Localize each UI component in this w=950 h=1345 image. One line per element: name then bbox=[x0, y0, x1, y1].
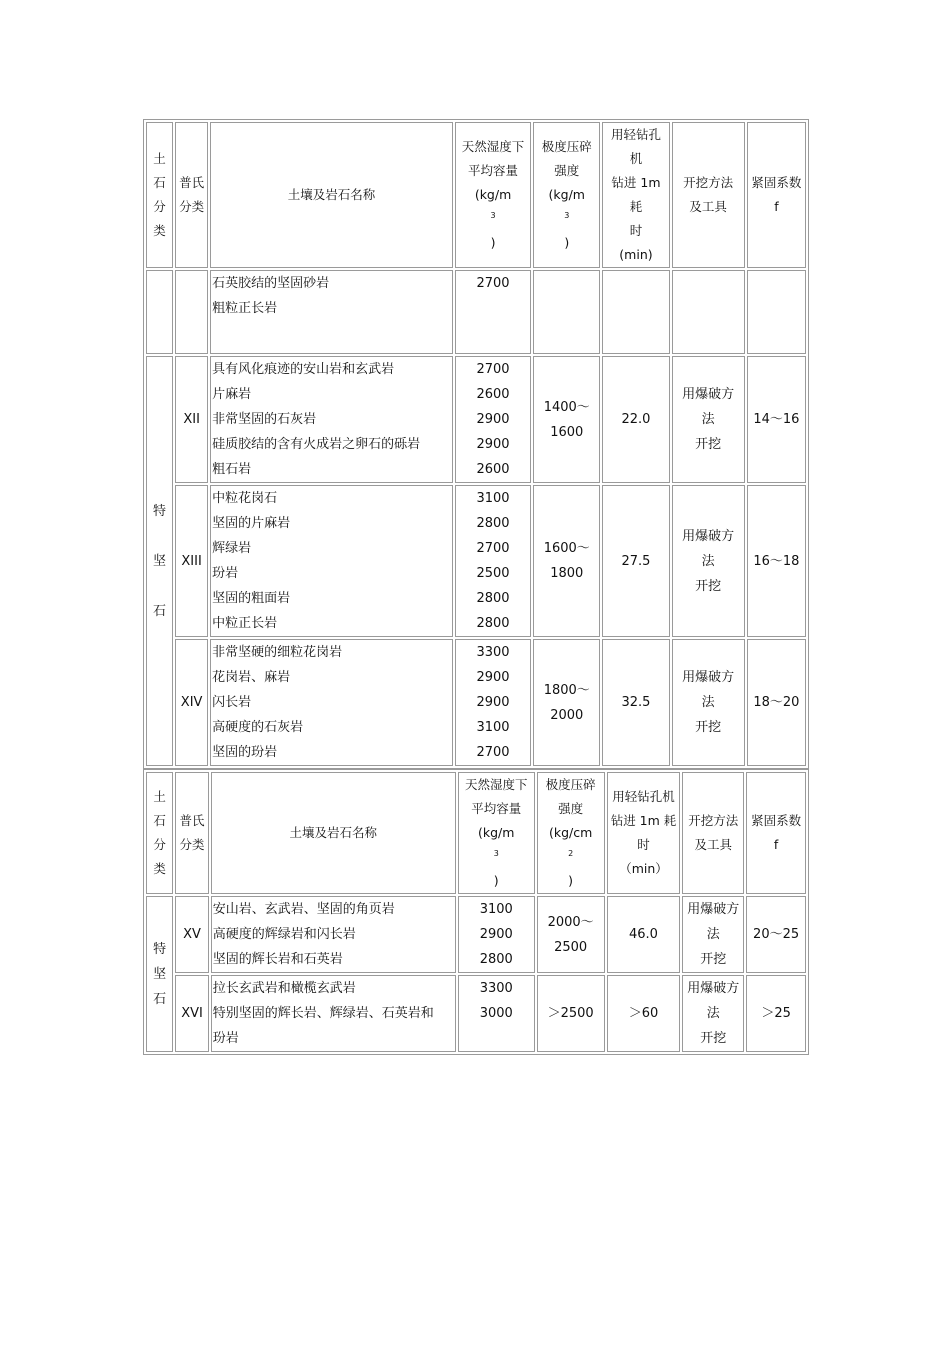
rock-names: 非常坚硬的细粒花岗岩 花岗岩、麻岩 闪长岩 高硬度的石灰岩 坚固的玢岩 bbox=[210, 639, 453, 766]
rock-names: 石英胶结的坚固砂岩 粗粒正长岩 bbox=[210, 270, 453, 354]
strength-value: 1600～1800 bbox=[533, 485, 600, 637]
densities: 2700 bbox=[455, 270, 531, 354]
name-header: 土壤及岩石名称 bbox=[210, 122, 453, 268]
density-header: 天然湿度下 平均容量 (kg/m $^3$ ) bbox=[455, 122, 531, 268]
grade-label: XIII bbox=[175, 485, 208, 637]
rock-names: 安山岩、玄武岩、坚固的角页岩 高硬度的辉绿岩和闪长岩 坚固的辉长岩和石英岩 bbox=[211, 896, 456, 973]
method-value: 用爆破方 法 开挖 bbox=[672, 485, 745, 637]
drill-time-value: 32.5 bbox=[602, 639, 669, 766]
strength-header: 极度压碎 强度 (kg/m $^3$ ) bbox=[533, 122, 600, 268]
coefficient-value: ＞25 bbox=[746, 975, 806, 1052]
strength-header: 极度压碎 强度 (kg/cm $^2$ ) bbox=[537, 772, 605, 894]
coefficient-value: 14～16 bbox=[747, 356, 806, 483]
method-value: 用爆破方 法 开挖 bbox=[672, 356, 745, 483]
coefficient-cell-empty bbox=[747, 270, 806, 354]
table-row bbox=[146, 896, 806, 973]
table-row bbox=[146, 485, 806, 637]
method-header: 开挖方法 及工具 bbox=[682, 772, 744, 894]
document-sheet bbox=[144, 120, 808, 1054]
drill-time-value: ＞60 bbox=[607, 975, 681, 1052]
method-header: 开挖方法 及工具 bbox=[672, 122, 745, 268]
name-header: 土壤及岩石名称 bbox=[211, 772, 456, 894]
density-header: 天然湿度下 平均容量 (kg/m $^3$ ) bbox=[458, 772, 535, 894]
coefficient-value: 16～18 bbox=[747, 485, 806, 637]
strength-value: 1800～2000 bbox=[533, 639, 600, 766]
table-2-header-row bbox=[146, 772, 806, 894]
densities: 2700 2600 2900 2900 2600 bbox=[455, 356, 531, 483]
coefficient-value: 18～20 bbox=[747, 639, 806, 766]
drill-time-value: 22.0 bbox=[602, 356, 669, 483]
grade-label: XII bbox=[175, 356, 208, 483]
densities: 3300 2900 2900 3100 2700 bbox=[455, 639, 531, 766]
drill-time-value: 27.5 bbox=[602, 485, 669, 637]
method-value: 用爆破方 法 开挖 bbox=[682, 896, 744, 973]
strength-value: 1400～1600 bbox=[533, 356, 600, 483]
coefficient-value: 20～25 bbox=[746, 896, 806, 973]
drill-time-value: 46.0 bbox=[607, 896, 681, 973]
densities: 3100 2900 2800 bbox=[458, 896, 535, 973]
strength-value: ＞2500 bbox=[537, 975, 605, 1052]
coefficient-header: 紧固系数 f bbox=[747, 122, 806, 268]
rock-names: 具有风化痕迹的安山岩和玄武岩 片麻岩 非常坚固的石灰岩 硅质胶结的含有火成岩之卵石的砾岩 粗石岩 bbox=[210, 356, 453, 483]
class-header: 土 石 分 类 bbox=[146, 122, 173, 268]
grade-label: XV bbox=[175, 896, 208, 973]
pu-class-header: 普氏 分类 bbox=[175, 772, 208, 894]
method-cell-empty bbox=[672, 270, 745, 354]
pu-class-header: 普氏 分类 bbox=[175, 122, 208, 268]
grade-label: XVI bbox=[175, 975, 208, 1052]
table-row bbox=[146, 639, 806, 766]
rock-classification-table-1 bbox=[144, 120, 808, 768]
strength-cell-empty bbox=[533, 270, 600, 354]
grade-cell-empty bbox=[175, 270, 208, 354]
class-header: 土 石 分 类 bbox=[146, 772, 173, 894]
rock-names: 拉长玄武岩和橄榄玄武岩 特别坚固的辉长岩、辉绿岩、石英岩和 玢岩 bbox=[211, 975, 456, 1052]
table-row bbox=[146, 270, 806, 354]
rock-classification-table-2 bbox=[144, 770, 808, 1054]
group-label: 特 坚 石 bbox=[146, 896, 173, 1052]
method-value: 用爆破方 法 开挖 bbox=[682, 975, 744, 1052]
coefficient-header: 紧固系数 f bbox=[746, 772, 806, 894]
method-value: 用爆破方 法 开挖 bbox=[672, 639, 745, 766]
table-row bbox=[146, 356, 806, 483]
grade-label: XIV bbox=[175, 639, 208, 766]
drill-cell-empty bbox=[602, 270, 669, 354]
rock-names: 中粒花岗石 坚固的片麻岩 辉绿岩 玢岩 坚固的粗面岩 中粒正长岩 bbox=[210, 485, 453, 637]
class-cell-empty bbox=[146, 270, 173, 354]
drill-time-header: 用轻钻孔机 钻进 1m 耗 时 （min） bbox=[607, 772, 681, 894]
table-1-header-row bbox=[146, 122, 806, 268]
drill-time-header: 用轻钻孔 机 钻进 1m 耗 时 (min) bbox=[602, 122, 669, 268]
densities: 3300 3000 bbox=[458, 975, 535, 1052]
densities: 3100 2800 2700 2500 2800 2800 bbox=[455, 485, 531, 637]
table-row bbox=[146, 975, 806, 1052]
strength-value: 2000～ 2500 bbox=[537, 896, 605, 973]
group-label: 特 坚 石 bbox=[146, 356, 173, 766]
